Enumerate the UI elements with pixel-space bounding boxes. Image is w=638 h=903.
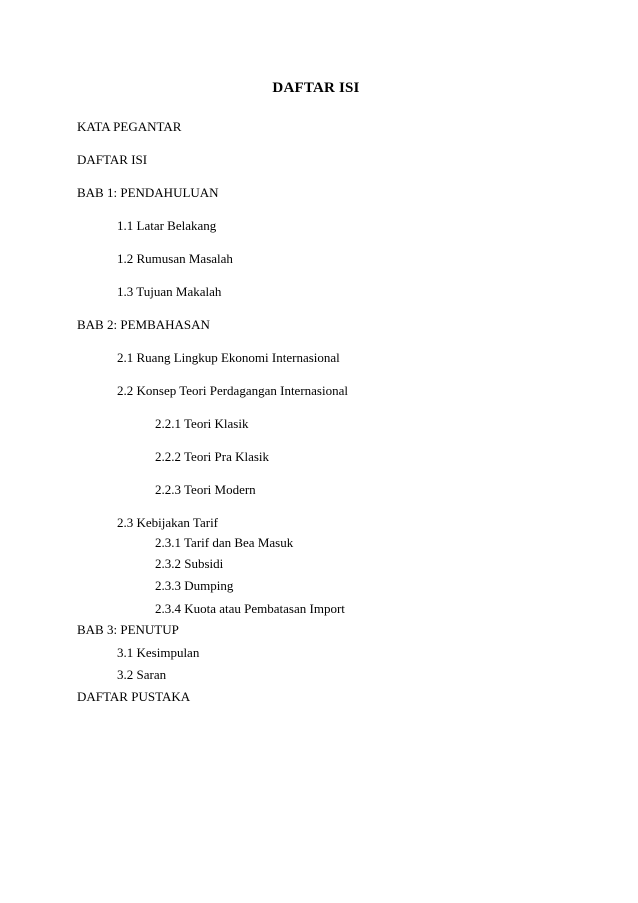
toc-entry-1-2: 1.2 Rumusan Masalah — [117, 251, 233, 266]
toc-entry-3-1: 3.1 Kesimpulan — [117, 645, 200, 660]
page-title — [0, 80, 638, 97]
toc-entry-3-2: 3.2 Saran — [117, 667, 167, 682]
toc-entry-2-2-1: 2.2.1 Teori Klasik — [155, 416, 249, 431]
page-title-text: DAFTAR ISI — [272, 80, 360, 96]
toc-entry-1-1: 1.1 Latar Belakang — [117, 218, 217, 233]
toc-entry-2-3-1: 2.3.1 Tarif dan Bea Masuk — [155, 535, 294, 550]
toc-entry-daftar-isi: DAFTAR ISI — [77, 152, 148, 167]
toc-entry-kata-pengantar: KATA PEGANTAR — [77, 119, 182, 134]
toc-entry-bab-1: BAB 1: PENDAHULUAN — [77, 185, 219, 200]
toc-entry-2-2: 2.2 Konsep Teori Perdagangan Internasional — [117, 383, 348, 398]
toc-entry-bab-3: BAB 3: PENUTUP — [77, 622, 179, 637]
toc-entry-2-3-4: 2.3.4 Kuota atau Pembatasan Import — [155, 601, 345, 616]
toc-entry-daftar-pustaka: DAFTAR PUSTAKA — [77, 689, 191, 704]
toc-entry-2-3: 2.3 Kebijakan Tarif — [117, 515, 219, 530]
toc-entry-bab-2: BAB 2: PEMBAHASAN — [77, 317, 210, 332]
toc-entry-1-3: 1.3 Tujuan Makalah — [117, 284, 222, 299]
toc-entry-2-1: 2.1 Ruang Lingkup Ekonomi Internasional — [117, 350, 340, 365]
toc-entry-2-2-3: 2.2.3 Teori Modern — [155, 482, 256, 497]
toc-entry-2-3-2: 2.3.2 Subsidi — [155, 556, 224, 571]
toc-entry-2-3-3: 2.3.3 Dumping — [155, 578, 234, 593]
toc-entry-2-2-2: 2.2.2 Teori Pra Klasik — [155, 449, 270, 464]
